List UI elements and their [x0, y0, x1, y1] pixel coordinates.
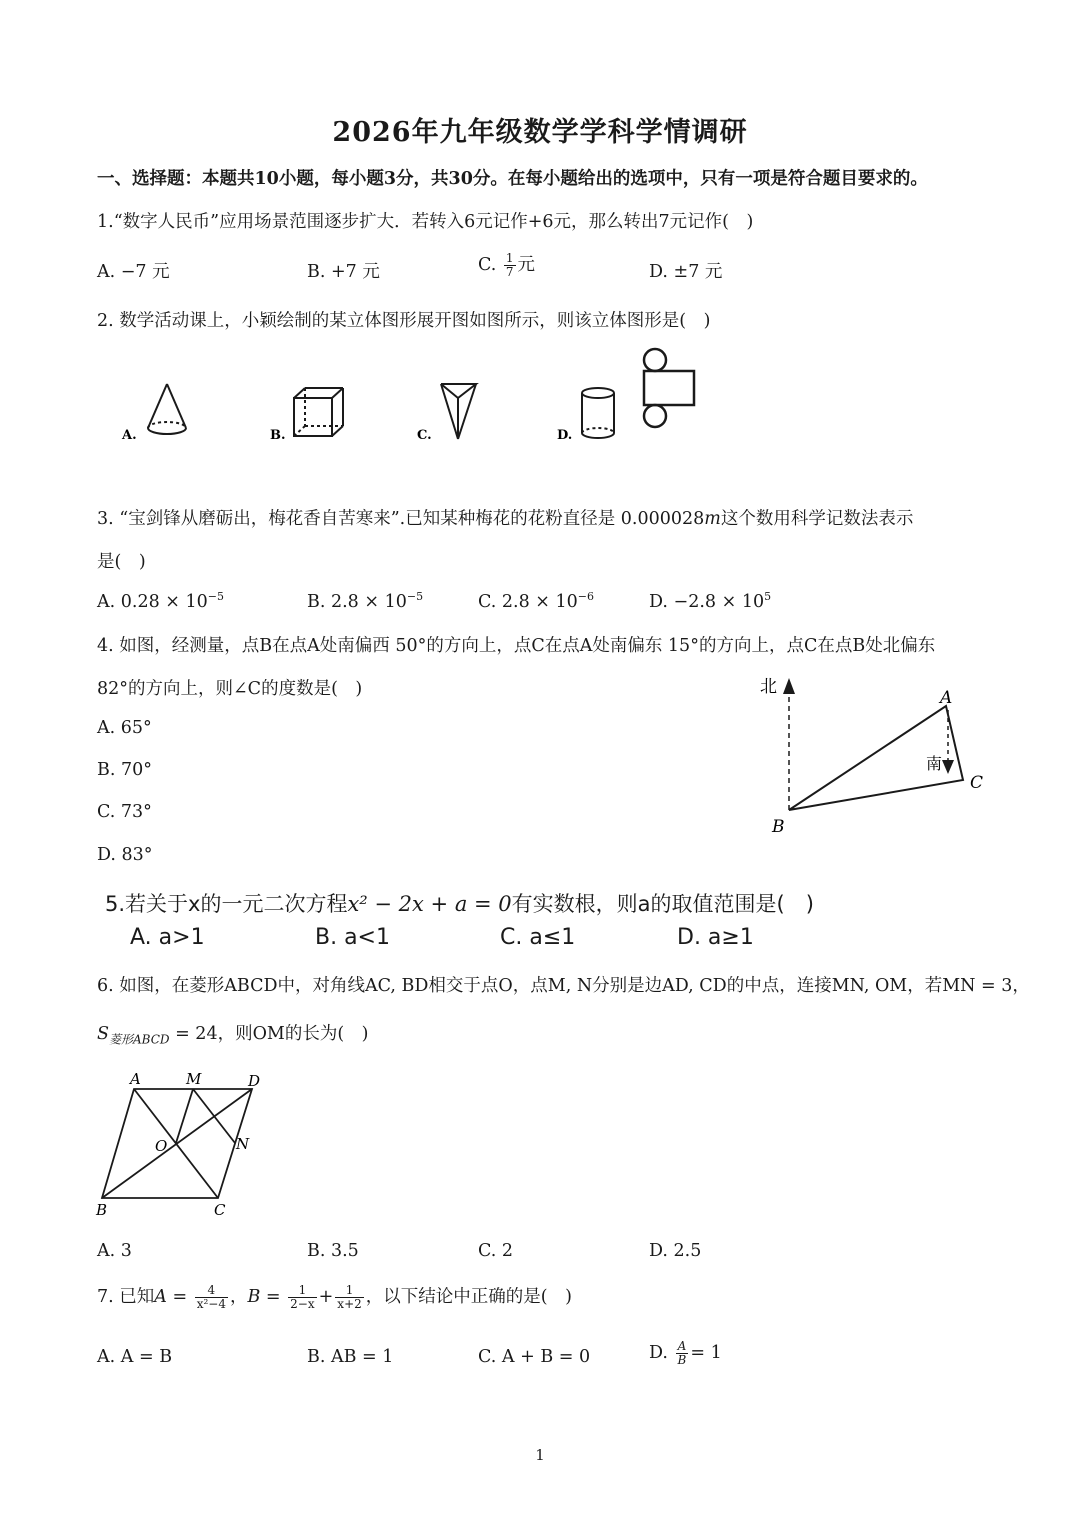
q4-south-label: 南	[926, 754, 943, 773]
q1-option-a: A. −7 元	[97, 262, 170, 282]
segment-om	[176, 1089, 193, 1143]
q1-c-fraction: $\frac{1}{7}$	[505, 251, 514, 279]
page-title: 2026年九年级数学学科学情调研	[332, 117, 748, 148]
q6-label-o: O	[155, 1137, 168, 1155]
q4-stem-line2: 82°的方向上，则∠C的度数是( )	[97, 679, 363, 699]
q6-option-b: B. 3.5	[307, 1241, 359, 1261]
segment-mn	[193, 1089, 235, 1143]
q7-option-c: C. A + B = 0	[478, 1347, 591, 1367]
cube-figure	[294, 388, 343, 436]
cylinder-net-figure	[644, 349, 694, 427]
q6-label-c: C	[214, 1201, 226, 1219]
q4-option-b: B. 70°	[97, 760, 153, 780]
cylinder-figure	[582, 388, 614, 438]
q7-option-a: A. A = B	[97, 1347, 173, 1367]
q1-option-b: B. +7 元	[307, 262, 380, 282]
triangular-prism-figure	[441, 384, 476, 439]
q6-stem-line1: 6. 如图，在菱形ABCD中，对角线AC, BD相交于点O，点M, N分别是边AD, CD的中点，连接MN, OM，若MN = 3，	[97, 976, 1030, 996]
q2-label-c: C.	[417, 428, 432, 443]
q4-option-c: C. 73°	[97, 802, 152, 822]
q6-label-m: M	[186, 1070, 202, 1088]
q6-label-b: B	[96, 1201, 108, 1219]
q3-stem-end: 是( )	[97, 552, 146, 572]
q4-point-a: A	[940, 688, 953, 708]
q5-stem: 5.若关于x的一元二次方程x² − 2x + a = 0有实数根，则a的取值范围是( )	[105, 892, 814, 916]
q4-north-label: 北	[760, 677, 777, 697]
q4-option-a: A. 65°	[97, 718, 152, 738]
q3-stem: 3. “宝剑锋从磨砺出，梅花香自苦寒来”.已知某种梅花的花粉直径是 0.000028m这个数用科学记数法表示	[97, 509, 914, 529]
q6-stem-line2: $S_{菱形ABCD} = 24$，则OM的长为( )	[97, 1024, 369, 1047]
q2-label-a: A.	[122, 428, 137, 443]
q3-option-c: C. $2.8 \times 10^{-6}$	[478, 590, 594, 612]
q2-label-d: D.	[557, 428, 573, 443]
south-arrow-icon	[942, 760, 954, 774]
q2-stem: 2. 数学活动课上，小颖绘制的某立体图形展开图如图所示，则该立体图形是( )	[97, 311, 711, 331]
cone-figure	[148, 384, 186, 434]
q5-option-a: A. a>1	[130, 925, 205, 950]
q1-option-d: D. ±7 元	[649, 262, 723, 282]
q5-option-b: B. a<1	[315, 925, 390, 950]
q2-solid-figures	[110, 340, 710, 460]
q4-point-c: C	[970, 773, 984, 793]
q7-stem: 7. 已知A = $\frac{4}{\text{x²−4}}$ ，B = $\frac{1}{2-x}$ + $\frac{1}{x+2}$ ，以下结论中正确的是( )	[97, 1283, 572, 1311]
q6-label-d: D	[248, 1072, 261, 1090]
q1-option-c: C. $\frac{1}{7}$ 元	[478, 251, 536, 279]
q4-bearing-figure	[750, 670, 990, 840]
section-header: 一、选择题：本题共10小题，每小题3分，共30分。在每小题给出的选项中，只有一项是符合题目要求的。	[97, 169, 928, 189]
page-number: 1	[535, 1446, 545, 1464]
diagonal-bd	[102, 1089, 252, 1198]
q3-option-a: A. $0.28 \times 10^{-5}$	[97, 590, 225, 612]
q6-rhombus-figure	[90, 1065, 280, 1225]
q6-label-a: A	[130, 1070, 141, 1088]
q6-label-n: N	[236, 1135, 250, 1153]
q4-option-d: D. 83°	[97, 845, 153, 865]
q3-option-d: D. $-2.8 \times 10^5$	[649, 590, 772, 612]
q7-option-d: D. $\frac{A}{B}$ = 1	[649, 1339, 722, 1367]
q5-option-c: C. a≤1	[500, 925, 576, 950]
q1-stem: 1.“数字人民币”应用场景范围逐步扩大．若转入6元记作+6元，那么转出7元记作( )	[97, 212, 754, 232]
q6-option-c: C. 2	[478, 1241, 514, 1261]
q4-stem-line1: 4. 如图，经测量，点B在点A处南偏西 50°的方向上，点C在点A处南偏东 15°的方向上，点C在点B处北偏东	[97, 636, 936, 656]
q6-option-d: D. 2.5	[649, 1241, 702, 1261]
north-arrow-icon	[783, 678, 795, 694]
q2-label-b: B.	[270, 428, 286, 443]
q4-point-b: B	[772, 817, 785, 837]
q6-option-a: A. 3	[97, 1241, 132, 1261]
q7-option-b: B. AB = 1	[307, 1347, 394, 1367]
q3-option-b: B. $2.8 \times 10^{-5}$	[307, 590, 424, 612]
q5-option-d: D. a≥1	[677, 925, 754, 950]
